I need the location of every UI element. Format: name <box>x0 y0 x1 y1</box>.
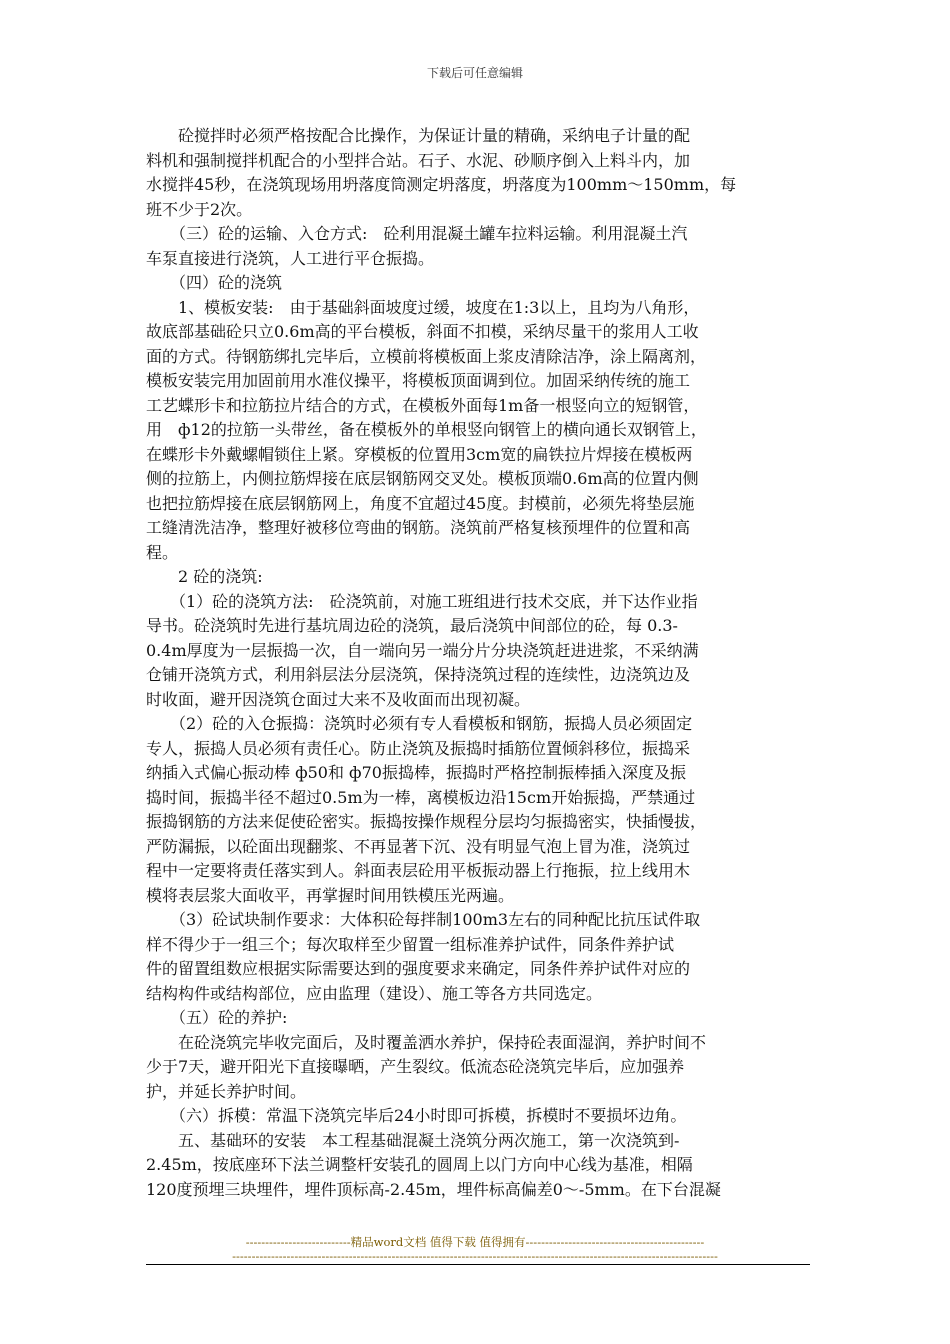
text-line: 工艺蝶形卡和拉筋拉片结合的方式，在模板外面每1m备一根竖向立的短钢管， <box>146 395 700 415</box>
text-line: 车泵直接进行浇筑，人工进行平仓振捣。 <box>146 248 435 268</box>
text-line: 在砼浇筑完毕收完面后，及时覆盖洒水养护，保持砼表面湿润，养护时间不 <box>146 1032 707 1052</box>
text-line: 程。 <box>146 542 179 562</box>
text-line: 故底部基础砼只立0.6m高的平台模板，斜面不扣模，采纳尽量干的浆用人工收 <box>146 322 699 341</box>
text-line: 料机和强制搅拌机配合的小型拌合站。石子、水泥、砂顺序倒入上料斗内，加 <box>146 150 691 170</box>
text-line: 少于7天，避开阳光下直接曝晒，产生裂纹。低流态砼浇筑完毕后，应加强养 <box>146 1057 685 1076</box>
text-line: 在蝶形卡外戴螺帽锁住上紧。穿模板的位置用3cm宽的扁铁拉片焊接在模板两 <box>146 444 693 464</box>
footer-dashes: ----------------------------------------------------------------------------------------------------------------------------- <box>232 1249 718 1263</box>
text-line: 1、模板安装: 由于基础斜面坡度过缓，坡度在1:3以上，且均为八角形， <box>146 297 700 317</box>
text-line: 捣时间，振捣半径不超过0.5m为一棒，离模板边沿15cm开始振捣，严禁通过 <box>146 787 696 807</box>
text-line: 纳插入式偏心振动棒 ф50和 ф70振捣棒，振捣时严格控制振棒插入深度及振 <box>146 763 686 782</box>
text-line: 2.45m，按底座环下法兰调整杆安装孔的圆周上以门方向中心线为基准，相隔 <box>146 1155 693 1174</box>
text-line: （五）砼的养护: <box>146 1008 288 1027</box>
text-line: 用 ф12的拉筋一头带丝，备在模板外的单根竖向钢管上的横向通长双钢管上， <box>146 420 707 439</box>
text-line: （2）砼的入仓振捣：浇筑时必须有专人看模板和钢筋，振捣人员必须固定 <box>146 714 693 733</box>
text-line: 侧的拉筋上，内侧拉筋焊接在底层钢筋网交叉处。模板顶端0.6m高的位置内侧 <box>146 469 699 488</box>
text-line: 五、基础环的安装 本工程基础混凝土浇筑分两次施工，第一次浇筑到- <box>146 1130 680 1150</box>
text-line: 120度预埋三块埋件，埋件顶标高-2.45m，埋件标高偏差0～-5mm。在下台混凝 <box>146 1179 721 1199</box>
text-line: （三）砼的运输、入仓方式: 砼利用混凝土罐车拉料运输。利用混凝土汽 <box>146 224 688 243</box>
text-line: 也把拉筋焊接在底层钢筋网上，角度不宜超过45度。封模前，必须先将垫层施 <box>146 493 695 513</box>
text-line: 结构构件或结构部位，应由监理（建设）、施工等各方共同选定。 <box>146 983 603 1003</box>
text-line: 面的方式。待钢筋绑扎完毕后，立模前将模板面上浆皮清除洁净，涂上隔离剂， <box>146 346 707 366</box>
text-line: 仓铺开浇筑方式，利用斜层法分层浇筑，保持浇筑过程的连续性，边浇筑边及 <box>146 665 691 684</box>
text-line: 专人，振捣人员必须有责任心。防止浇筑及振捣时插筋位置倾斜移位，振捣采 <box>146 738 691 758</box>
footer-banner: ---------------------------精品word文档 值得下载 值得拥有---------------------------------------------- <box>245 1235 705 1249</box>
text-line: （六）拆模：常温下浇筑完毕后24小时即可拆模，拆模时不要损坏边角。 <box>146 1106 687 1125</box>
text-line: 振捣钢筋的方法来促使砼密实。振捣按操作规程分层均匀振捣密实，快插慢拔， <box>146 812 707 831</box>
text-line: 模将表层浆大面收平，再掌握时间用铁模压光两遍。 <box>146 885 515 905</box>
text-line: 0.4m厚度为一层振捣一次，自一端向另一端分片分块浇筑赶进进浆，不采纳满 <box>146 640 699 660</box>
page-header: 下载后可任意编辑 <box>426 66 523 80</box>
text-line: 护，并延长养护时间。 <box>146 1081 307 1101</box>
text-line: 工缝清洗洁净，整理好被移位弯曲的钢筋。浇筑前严格复核预埋件的位置和高 <box>146 518 691 537</box>
text-line: 样不得少于一组三个；每次取样至少留置一组标准养护试件，同条件养护试 <box>146 934 675 954</box>
text-line: （四）砼的浇筑 <box>146 273 283 292</box>
text-line: 件的留置组数应根据实际需要达到的强度要求来确定，同条件养护试件对应的 <box>146 959 691 978</box>
footer-rule <box>146 1264 810 1265</box>
text-line: （1）砼的浇筑方法: 砼浇筑前，对施工班组进行技术交底，并下达作业指 <box>146 591 698 611</box>
text-line: 班不少于2次。 <box>146 199 253 219</box>
text-line: 模板安装完用加固前用水准仪操平，将模板顶面调到位。加固采纳传统的施工 <box>146 371 691 390</box>
text-line: 导书。砼浇筑时先进行基坑周边砼的浇筑，最后浇筑中间部位的砼，每 0.3- <box>146 616 678 635</box>
text-line: 严防漏振，以砼面出现翻浆、不再显著下沉、没有明显气泡上冒为准，浇筑过 <box>146 836 691 856</box>
text-line: 2 砼的浇筑: <box>146 567 263 586</box>
text-line: 时收面，避开因浇筑仓面过大来不及收面而出现初凝。 <box>146 689 531 709</box>
text-line: 程中一定要将责任落实到人。斜面表层砼用平板振动器上行拖振，拉上线用木 <box>146 861 691 880</box>
text-line: 砼搅拌时必须严格按配合比操作，为保证计量的精确，采纳电子计量的配 <box>146 126 691 145</box>
document-body <box>146 124 810 1202</box>
text-line: （3）砼试块制作要求：大体积砼每拌制100m3左右的同种配比抗压试件取 <box>146 910 701 929</box>
text-line: 水搅拌45秒，在浇筑现场用坍落度筒测定坍落度，坍落度为100mm～150mm，每 <box>146 175 737 194</box>
